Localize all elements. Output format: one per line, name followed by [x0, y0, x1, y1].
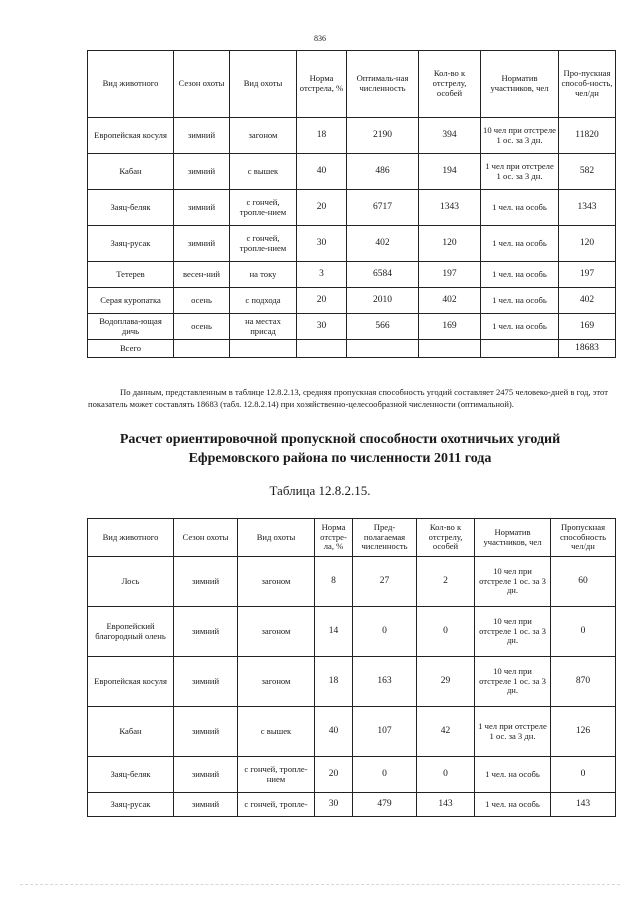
table-row — [88, 793, 616, 817]
column-header: Вид охоты — [238, 519, 315, 557]
table-cell: 3 — [297, 262, 347, 288]
column-header: Кол-во к отстрелу, особей — [417, 519, 475, 557]
table-cell: 197 — [559, 262, 616, 288]
column-header: Пропускная способность чел/дн — [551, 519, 616, 557]
table-cell: 1 чел. на особь — [475, 793, 551, 817]
table-cell: Заяц-русак — [88, 226, 174, 262]
table-cell: 197 — [419, 262, 481, 288]
table-cell: 27 — [353, 557, 417, 607]
table-cell: 1 чел. на особь — [481, 190, 559, 226]
table-cell: 120 — [419, 226, 481, 262]
table-cell: зимний — [174, 757, 238, 793]
table-cell: 126 — [551, 707, 616, 757]
table-cell: 30 — [297, 314, 347, 340]
table-cell: загоном — [238, 557, 315, 607]
table-cell: Серая куропатка — [88, 288, 174, 314]
table-cell: Кабан — [88, 154, 174, 190]
total-value: 18683 — [559, 340, 616, 358]
table-header-row — [88, 519, 616, 557]
table-cell: 0 — [417, 757, 475, 793]
table-cell: с вышек — [238, 707, 315, 757]
table-cell: 394 — [419, 118, 481, 154]
table-12-8-2-15 — [87, 518, 616, 817]
table-cell — [347, 340, 419, 358]
table-cell: весен-ний — [174, 262, 230, 288]
table-cell: 1 чел. на особь — [475, 757, 551, 793]
page-number: 836 — [314, 34, 326, 43]
table-cell — [230, 340, 297, 358]
table-cell: 2010 — [347, 288, 419, 314]
table-cell: 479 — [353, 793, 417, 817]
table-cell: 20 — [315, 757, 353, 793]
column-header: Норма отстре-ла, % — [315, 519, 353, 557]
table-row — [88, 657, 616, 707]
table-cell: 402 — [419, 288, 481, 314]
table-cell: зимний — [174, 154, 230, 190]
table-cell: Тетерев — [88, 262, 174, 288]
table-cell: 1 чел. на особь — [481, 314, 559, 340]
table-row — [88, 288, 616, 314]
table-cell: осень — [174, 314, 230, 340]
table-cell: с гончей, тропле-нием — [230, 190, 297, 226]
table-cell: 42 — [417, 707, 475, 757]
table-cell: загоном — [238, 657, 315, 707]
column-header: Вид охоты — [230, 51, 297, 118]
table-cell: зимний — [174, 557, 238, 607]
table-cell: на местах присад — [230, 314, 297, 340]
table-cell: 2190 — [347, 118, 419, 154]
table-cell: 1 чел. на особь — [481, 262, 559, 288]
table-row — [88, 557, 616, 607]
table-cell: 60 — [551, 557, 616, 607]
table-cell: 870 — [551, 657, 616, 707]
table-cell: 0 — [551, 607, 616, 657]
table-cell: зимний — [174, 607, 238, 657]
table-row — [88, 226, 616, 262]
column-header: Пред-полагаемая численность — [353, 519, 417, 557]
table-cell: 143 — [417, 793, 475, 817]
table-cell: Заяц-беляк — [88, 757, 174, 793]
table-cell: Заяц-беляк — [88, 190, 174, 226]
table-cell: 0 — [417, 607, 475, 657]
table-cell: 20 — [297, 190, 347, 226]
table-cell: 0 — [353, 757, 417, 793]
table-cell: 10 чел при отстреле 1 ос. за 3 дн. — [475, 557, 551, 607]
table-cell: 1 чел. на особь — [481, 288, 559, 314]
table-cell: 486 — [347, 154, 419, 190]
table-cell: 582 — [559, 154, 616, 190]
table-cell: 169 — [419, 314, 481, 340]
table-cell: зимний — [174, 226, 230, 262]
section-heading — [60, 431, 620, 469]
table-cell: 40 — [297, 154, 347, 190]
table-cell: 1 чел при отстреле 1 ос. за 3 дн. — [481, 154, 559, 190]
table-cell: 2 — [417, 557, 475, 607]
table-cell: 6584 — [347, 262, 419, 288]
table-cell: 6717 — [347, 190, 419, 226]
body-paragraph: По данным, представленным в таблице 12.8.2.13, средняя пропускная способность угодий составляет 2475 человеко-дней в год, этот показатель может составлять 18683 (табл. 12.8.2.14) при хозяйственно-целесообразной численности (оптимальной). — [88, 386, 608, 409]
table-cell — [419, 340, 481, 358]
table-cell: 566 — [347, 314, 419, 340]
table-cell: 30 — [297, 226, 347, 262]
table-cell: зимний — [174, 657, 238, 707]
table-cell: 10 чел при отстреле 1 ос. за 3 дн. — [481, 118, 559, 154]
table-row — [88, 757, 616, 793]
heading-line-2: Ефремовского района по численности 2011 года — [188, 450, 492, 466]
table-row — [88, 607, 616, 657]
heading-line-1: Расчет ориентировочной пропускной способности охотничьих угодий — [119, 432, 561, 447]
table-cell: 20 — [297, 288, 347, 314]
column-header: Вид животного — [88, 51, 174, 118]
table-cell: 194 — [419, 154, 481, 190]
table-cell: 8 — [315, 557, 353, 607]
table-cell: загоном — [238, 607, 315, 657]
table-cell: Лось — [88, 557, 174, 607]
column-header: Норматив участников, чел — [475, 519, 551, 557]
table-row — [88, 118, 616, 154]
column-header: Оптималь-ная численность — [347, 51, 419, 118]
table-cell: 1343 — [419, 190, 481, 226]
column-header: Сезон охоты — [174, 51, 230, 118]
total-label: Всего — [88, 340, 174, 358]
table-cell: Водоплава-ющая дичь — [88, 314, 174, 340]
table-cell: зимний — [174, 118, 230, 154]
table-cell: с гончей, тропле-нием — [238, 757, 315, 793]
column-header: Норма отстрела, % — [297, 51, 347, 118]
table-cell: 40 — [315, 707, 353, 757]
table-cell: Кабан — [88, 707, 174, 757]
table-cell: с вышек — [230, 154, 297, 190]
table-row — [88, 154, 616, 190]
table-row — [88, 707, 616, 757]
table-cell: 163 — [353, 657, 417, 707]
table-cell: 0 — [353, 607, 417, 657]
table-cell — [481, 340, 559, 358]
table-title: Таблица 12.8.2.15. — [269, 483, 371, 498]
table-cell: 18 — [297, 118, 347, 154]
table-cell: 29 — [417, 657, 475, 707]
table-cell — [297, 340, 347, 358]
table-cell: Заяц-русак — [88, 793, 174, 817]
table-cell: Европейский благородный олень — [88, 607, 174, 657]
table-cell: с гончей, тропле-нием — [230, 226, 297, 262]
table-cell: зимний — [174, 707, 238, 757]
table-cell: с гончей, тропле- — [238, 793, 315, 817]
column-header: Кол-во к отстрелу, особей — [419, 51, 481, 118]
table-row — [88, 190, 616, 226]
table-cell: 1 чел. на особь — [481, 226, 559, 262]
table-12-8-2-14 — [87, 50, 616, 358]
table-cell: 107 — [353, 707, 417, 757]
total-row — [88, 340, 616, 358]
table-cell: 30 — [315, 793, 353, 817]
table-cell: 0 — [551, 757, 616, 793]
table-cell: Европейская косуля — [88, 118, 174, 154]
column-header: Сезон охоты — [174, 519, 238, 557]
table-cell: 143 — [551, 793, 616, 817]
table-cell: 120 — [559, 226, 616, 262]
table-cell: 1343 — [559, 190, 616, 226]
scan-artifact-line — [20, 884, 620, 885]
table-cell: зимний — [174, 190, 230, 226]
column-header: Про-пускная способ-ность, чел/дн — [559, 51, 616, 118]
table-cell: 402 — [559, 288, 616, 314]
table-cell: 14 — [315, 607, 353, 657]
column-header: Вид животного — [88, 519, 174, 557]
table-cell: 1 чел при отстреле 1 ос. за 3 дн. — [475, 707, 551, 757]
table-cell: зимний — [174, 793, 238, 817]
table-cell: на току — [230, 262, 297, 288]
table-header-row — [88, 51, 616, 118]
table-row — [88, 314, 616, 340]
table-cell — [174, 340, 230, 358]
table-cell: 10 чел при отстреле 1 ос. за 3 дн. — [475, 607, 551, 657]
table-cell: 402 — [347, 226, 419, 262]
table-cell: 169 — [559, 314, 616, 340]
table-cell: с подхода — [230, 288, 297, 314]
table-cell: 10 чел при отстреле 1 ос. за 3 дн. — [475, 657, 551, 707]
table-cell: Европейская косуля — [88, 657, 174, 707]
table-row — [88, 262, 616, 288]
table-cell: загоном — [230, 118, 297, 154]
table-cell: осень — [174, 288, 230, 314]
table-cell: 18 — [315, 657, 353, 707]
table-cell: 11820 — [559, 118, 616, 154]
column-header: Норматив участников, чел — [481, 51, 559, 118]
